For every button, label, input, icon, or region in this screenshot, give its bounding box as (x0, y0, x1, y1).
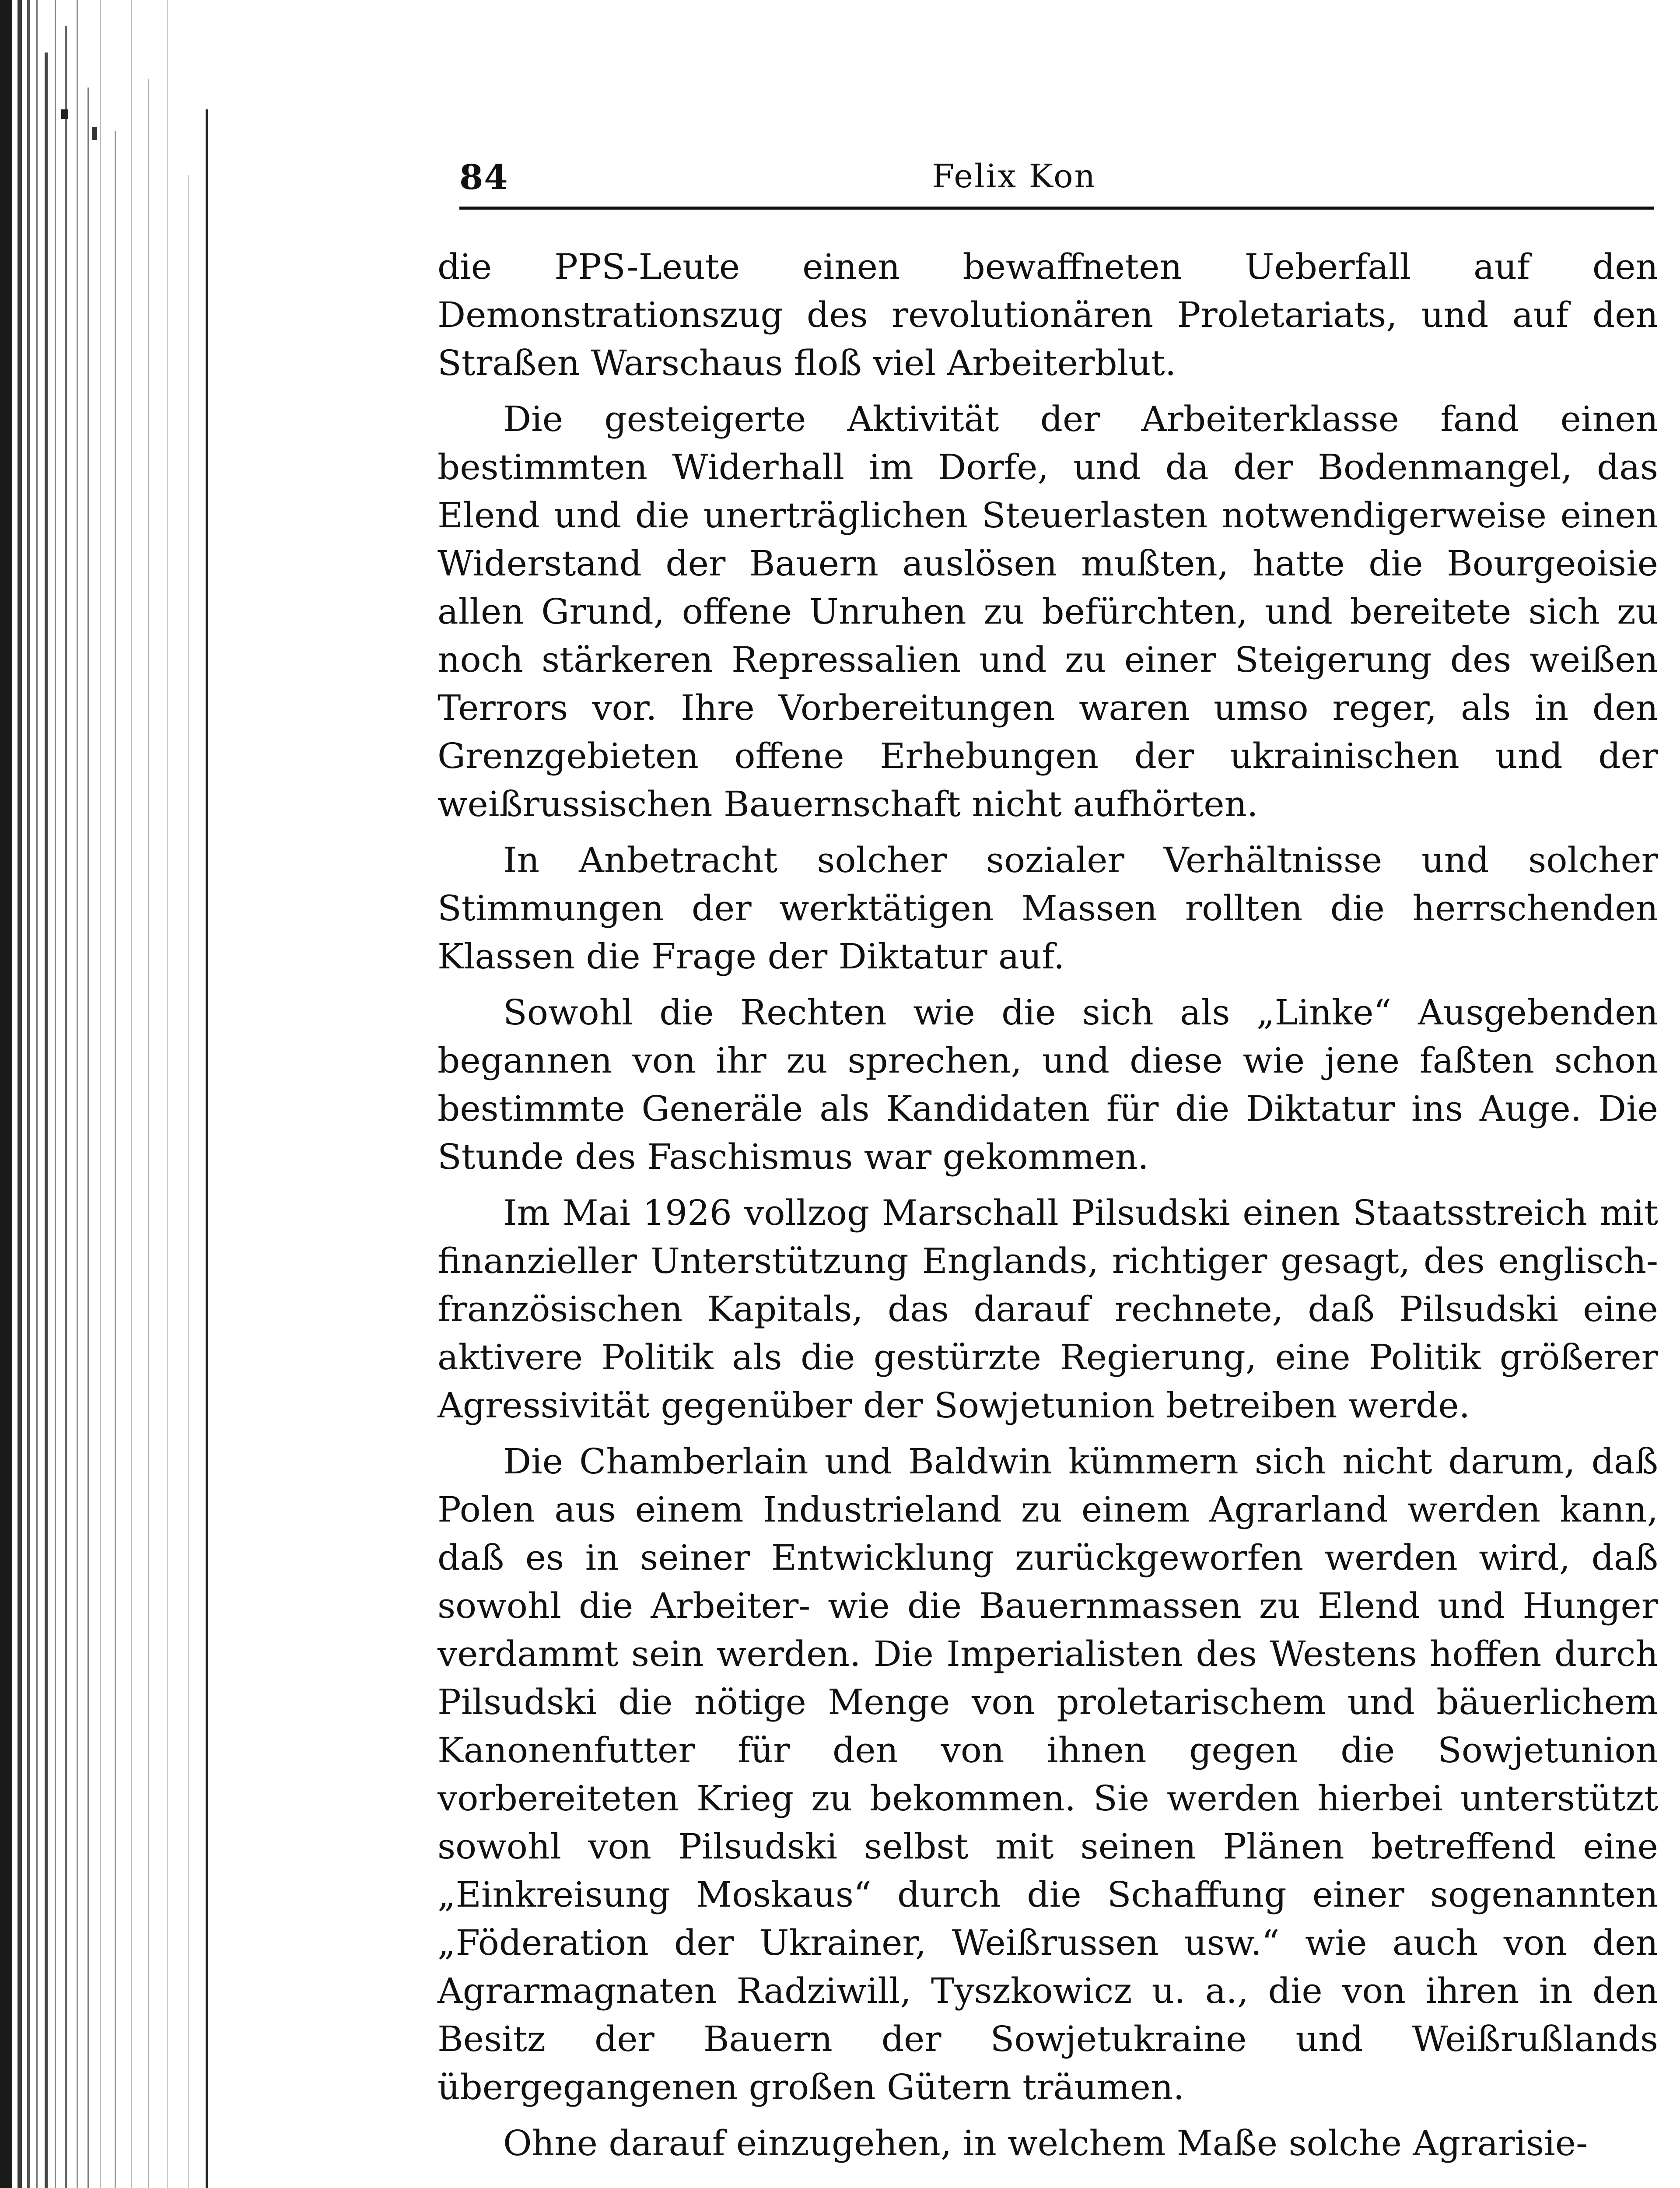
paragraph: Ohne darauf einzugehen, in welchem Maße solche Agrarisie- (503, 2123, 1588, 2163)
paragraph: Im Mai 1926 vollzog Marschall Pilsudski einen Staatsstreich mit finanzieller Unterstützung Englands, richtiger gesagt, des englisch-französischen Kapitals, das darauf rechnete, daß Pilsudski eine aktivere Politik als die gestürzte Regierung, eine Politik größerer Agressivität gegenüber der Sowjetunion betreiben werde. (438, 1192, 1658, 1426)
page-header (459, 144, 1654, 210)
paragraph: Sowohl die Rechten wie die sich als „Linke“ Ausgebenden begannen von ihr zu sprechen, und diese wie jene faßten schon bestimmte Generäle als Kandidaten für die Diktatur ins Auge. Die Stunde des Faschismus war gekommen. (438, 992, 1658, 1177)
page-number: 84 (459, 158, 509, 197)
binding-edge-shadow (0, 0, 219, 2188)
paragraph: Die Chamberlain und Baldwin kümmern sich nicht darum, daß Polen aus einem Industrieland zu einem Agrarland werden kann, daß es in seiner Entwicklung zurückgeworfen werden wird, daß sowohl die Arbeiter- wie die Bauernmassen zu Elend und Hunger verdammt sein werden. Die Imperialisten des Westens hoffen durch Pilsudski die nötige Menge von proletarischem und bäuerlichem Kanonenfutter für den von ihnen gegen die Sowjetunion vorbereiteten Krieg zu bekommen. Sie werden hierbei unterstützt sowohl von Pilsudski selbst mit seinen Plänen betreffend eine „Einkreisung Moskaus“ durch die Schaffung einer sogenannten „Föderation der Ukrainer, Weißrussen usw.“ wie auch von den Agrarmagnaten Radziwill, Tyszkowicz u. a., die von ihren in den Besitz der Bauern der Sowjetukraine und Weißrußlands übergegangenen großen Gütern träumen. (438, 1441, 1658, 2107)
body-text (438, 243, 1658, 2175)
header-rule (459, 207, 1654, 210)
paragraph: Die gesteigerte Aktivität der Arbeiterklasse fand einen bestimmten Widerhall im Dorfe, und da der Bodenmangel, das Elend und die unerträglichen Steuerlasten notwendigerweise einen Widerstand der Bauern auslösen mußten, hatte die Bourgeoisie allen Grund, offene Unruhen zu befürchten, und bereitete sich zu noch stärkeren Repressalien und zu einer Steigerung des weißen Terrors vor. Ihre Vorbereitungen waren umso reger, als in den Grenzgebieten offene Erhebungen der ukrainischen und der weißrussischen Bauernschaft nicht aufhörten. (438, 399, 1658, 824)
paragraph: die PPS-Leute einen bewaffneten Ueberfall auf den Demonstrationszug des revolutionären Proletariats, und auf den Straßen Warschaus floß viel Arbeiterblut. (438, 246, 1658, 383)
paragraph: In Anbetracht solcher sozialer Verhältnisse und solcher Stimmungen der werktätigen Massen rollten die herrschenden Klassen die Frage der Diktatur auf. (438, 840, 1658, 977)
running-head: Felix Kon (932, 158, 1097, 195)
